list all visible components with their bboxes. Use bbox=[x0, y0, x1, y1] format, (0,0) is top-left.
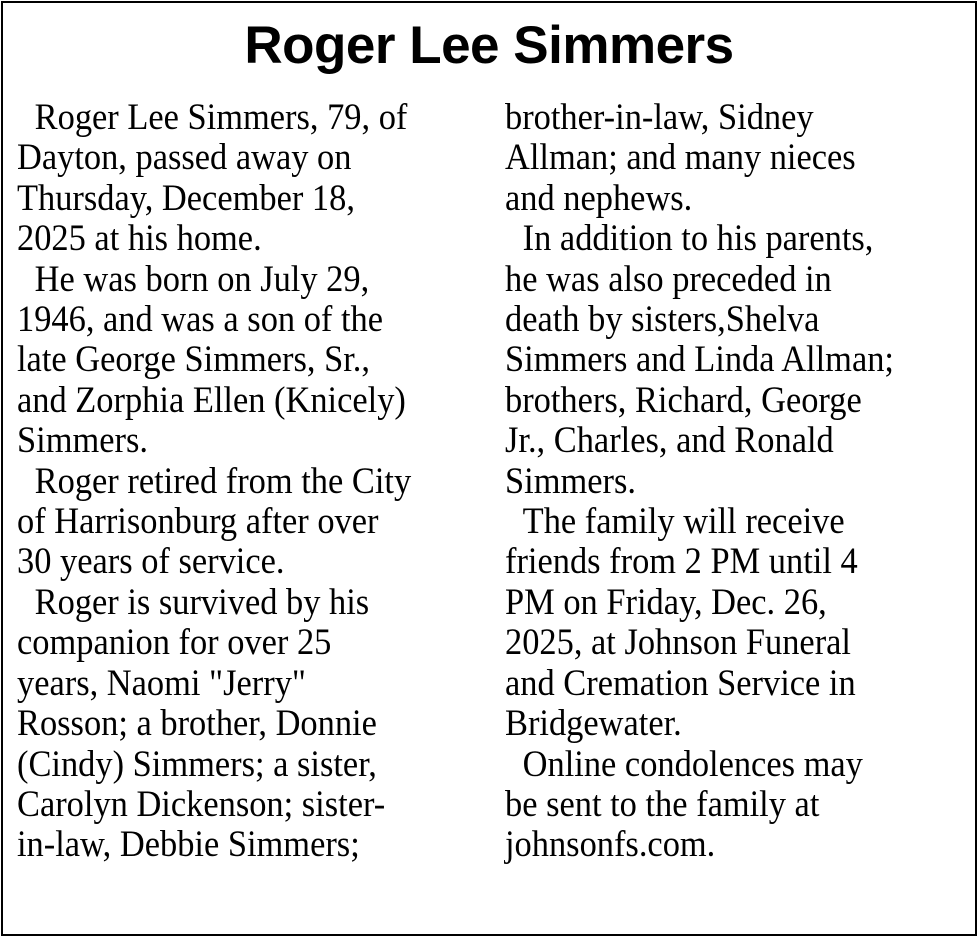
text-line: in-law, Debbie Simmers; bbox=[17, 824, 360, 866]
text-line: In addition to his parents, bbox=[522, 218, 874, 260]
column-right bbox=[505, 98, 975, 866]
text-line: Carolyn Dickenson; sister- bbox=[17, 783, 386, 825]
text-line: and nephews. bbox=[505, 177, 693, 219]
paragraph bbox=[505, 745, 975, 866]
text-line: Roger retired from the City bbox=[34, 460, 412, 502]
text-line: 2025 at his home. bbox=[17, 218, 262, 260]
text-line: be sent to the family at bbox=[505, 783, 820, 825]
text-line: Allman; and many nieces bbox=[505, 137, 856, 179]
text-line: brother-in-law, Sidney bbox=[505, 97, 814, 138]
paragraph bbox=[17, 583, 487, 866]
text-line: friends from 2 PM until 4 bbox=[505, 541, 858, 583]
text-line: he was also preceded in bbox=[505, 258, 832, 300]
text-line: 30 years of service. bbox=[17, 541, 285, 583]
text-line: The family will receive bbox=[522, 501, 845, 543]
text-line: Roger is survived by his bbox=[34, 581, 370, 623]
text-line: Bridgewater. bbox=[505, 703, 682, 745]
paragraph bbox=[17, 98, 487, 260]
text-line: johnsonfs.com. bbox=[505, 824, 716, 866]
text-line: 1946, and was a son of the bbox=[17, 299, 384, 341]
obituary-title: Roger Lee Simmers bbox=[244, 16, 734, 75]
text-line: Simmers. bbox=[17, 420, 148, 462]
text-line: companion for over 25 bbox=[17, 622, 332, 664]
paragraph bbox=[505, 219, 975, 502]
text-line: Roger Lee Simmers, 79, of bbox=[34, 97, 408, 138]
text-line: PM on Friday, Dec. 26, bbox=[505, 581, 827, 623]
text-line: and Cremation Service in bbox=[505, 662, 856, 704]
paragraph bbox=[17, 462, 487, 583]
text-line: late George Simmers, Sr., bbox=[17, 339, 370, 381]
text-line: Rosson; a brother, Donnie bbox=[17, 703, 377, 745]
text-line: death by sisters,Shelva bbox=[505, 299, 820, 341]
paragraph bbox=[17, 260, 487, 462]
text-line: Dayton, passed away on bbox=[17, 137, 352, 179]
text-line: of Harrisonburg after over bbox=[17, 501, 379, 543]
text-line: years, Naomi "Jerry" bbox=[17, 662, 306, 704]
paragraph bbox=[505, 98, 975, 219]
text-line: Online condolences may bbox=[522, 743, 863, 785]
text-line: Thursday, December 18, bbox=[17, 177, 355, 219]
column-left bbox=[17, 98, 487, 866]
text-line: brothers, Richard, George bbox=[505, 379, 862, 421]
text-line: Simmers and Linda Allman; bbox=[505, 339, 894, 381]
text-line: Simmers. bbox=[505, 460, 636, 502]
text-line: 2025, at Johnson Funeral bbox=[505, 622, 851, 664]
text-line: He was born on July 29, bbox=[34, 258, 370, 300]
paragraph bbox=[505, 502, 975, 744]
text-line: Jr., Charles, and Ronald bbox=[505, 420, 834, 462]
text-line: and Zorphia Ellen (Knicely) bbox=[17, 379, 406, 421]
text-line: (Cindy) Simmers; a sister, bbox=[17, 743, 377, 785]
